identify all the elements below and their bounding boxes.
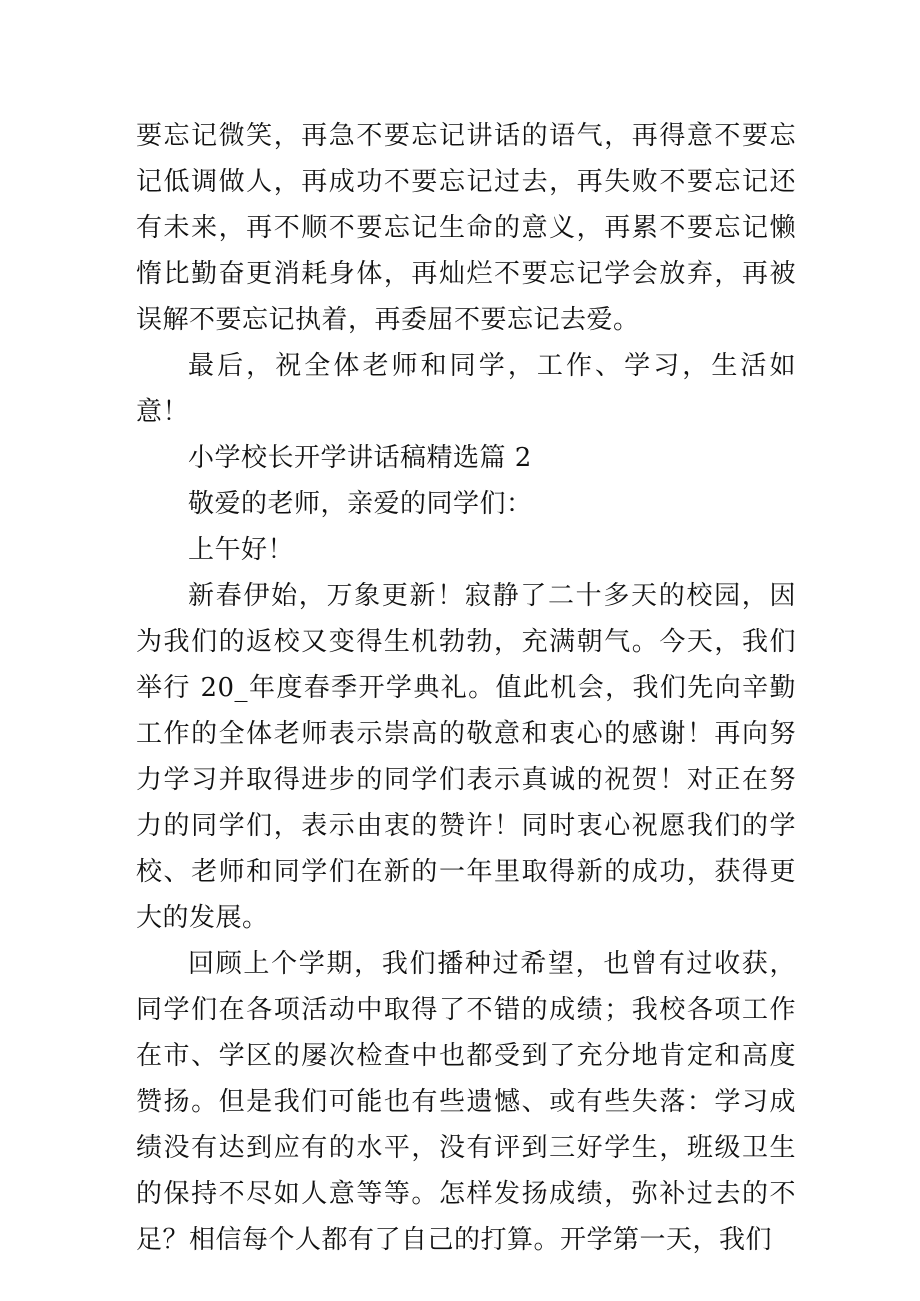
paragraph-review: 回顾上个学期，我们播种过希望，也曾有过收获，同学们在各项活动中取得了不错的成绩；我校各项工作在市、学区的屡次检查中也都受到了充分地肯定和高度赞扬。但是我们可能也有些遗憾、或有些失落：学习成绩没有达到应有的水平，没有评到三好学生，班级卫生的保持不尽如人意等等。怎样发扬成绩，弥补过去的不足？相信每个人都有了自己的打算。开学第一天，我们 [136,949,796,1255]
salutation: 敬爱的老师，亲爱的同学们： [188,489,533,519]
section-heading: 小学校长开学讲话稿精选篇 2 [188,443,532,473]
paragraph-opening: 新春伊始，万象更新！寂静了二十多天的校园，因为我们的返校又变得生机勃勃，充满朝气。今天，我们举行 20_年度春季开学典礼。值此机会，我们先向辛勤工作的全体老师表示崇高的敬意和衷心的感谢！再向努力学习并取得进步的同学们表示真诚的祝贺！对正在努力的同学们，表示由衷的赞许！同时衷心祝愿我们的学校、老师和同学们在新的一年里取得新的成功，获得更大的发展。 [136,581,796,933]
paragraph-continued: 要忘记微笑，再急不要忘记讲话的语气，再得意不要忘记低调做人，再成功不要忘记过去，再失败不要忘记还有未来，再不顺不要忘记生命的意义，再累不要忘记懒惰比勤奋更消耗身体，再灿烂不要忘记学会放弃，再被误解不要忘记执着，再委屈不要忘记去爱。 [136,121,796,335]
document-body [136,113,796,1263]
paragraph-closing-wish: 最后，祝全体老师和同学，工作、学习，生活如意！ [136,351,796,427]
greeting: 上午好！ [188,535,295,565]
